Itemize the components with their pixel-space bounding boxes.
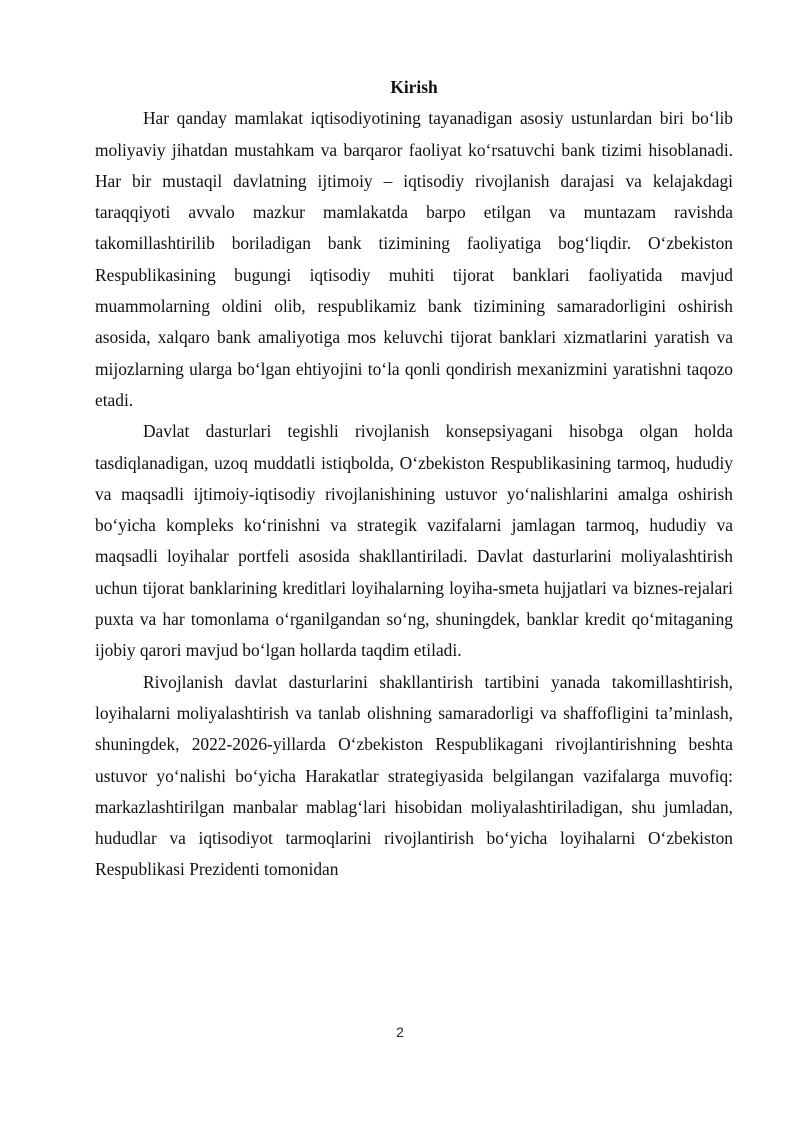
paragraph-1: Har qanday mamlakat iqtisodiyotining tayanadigan asosiy ustunlardan biri bo‘lib moliyaviy jihatdan mustahkam va barqaror faoliyat ko‘rsatuvchi bank tizimi hisoblanadi. Har bir mustaqil davlatning ijtimoiy – iqtisodiy rivojlanish darajasi va kelajakdagi taraqqiyoti avvalo mazkur mamlakatda barpo etilgan va muntazam ravishda takomillashtirilib boriladigan bank tizimining faoliyatiga bog‘liqdir. O‘zbekiston Respublikasining bugungi iqtisodiy muhiti tijorat banklari faoliyatida mavjud muammolarning oldini olib, respublikamiz bank tizimining samaradorligini oshirish asosida, xalqaro bank amaliyotiga mos keluvchi tijorat banklari xizmatlarini yaratish va mijozlarning ularga bo‘lgan ehtiyojini to‘la qonli qondirish mexanizmini yaratishni taqozo etadi.: [95, 108, 733, 410]
paragraph-3: Rivojlanish davlat dasturlarini shakllantirish tartibini yanada takomillashtirish, loyihalarni moliyalashtirish va tanlab olishning samaradorligi va shaffofligini ta’minlash, shuningdek, 2022-2026-yillarda O‘zbekiston Respublikagani rivojlantirishning beshta ustuvor yo‘nalishi bo‘yicha Harakatlar strategiyasida belgilangan vazifalarga muvofiq: markazlashtirilgan manbalar mablag‘lari hisobidan moliyalashtiriladigan, shu jumladan, hududlar va iqtisodiyot tarmoqlarini rivojlantirish bo‘yicha loyihalarni O‘zbekiston Respublikasi Prezidenti tomonidan: [95, 671, 733, 880]
section-title: Kirish: [390, 77, 438, 97]
page-number: 2: [396, 1024, 404, 1040]
paragraph-2: Davlat dasturlari tegishli rivojlanish konsepsiyagani hisobga olgan holda tasdiqlanadigan, uzoq muddatli istiqbolda, O‘zbekiston Respublikasining tarmoq, hududiy va maqsadli ijtimoiy-iqtisodiy rivojlanishining ustuvor yo‘nalishlarini amalga oshirish bo‘yicha kompleks ko‘rinishni va strategik vazifalarni jamlagan tarmoq, hududiy va maqsadli loyihalar portfeli asosida shakllantiriladi. Davlat dasturlarini moliyalashtirish uchun tijorat banklarining kreditlari loyihalarning loyiha-smeta hujjatlari va biznes-rejalari puxta va har tomonlama o‘rganilgandan so‘ng, shuningdek, banklar kredit qo‘mitaganing ijobiy qarori mavjud bo‘lgan hollarda taqdim etiladi.: [95, 421, 733, 661]
document-page: [95, 72, 733, 886]
